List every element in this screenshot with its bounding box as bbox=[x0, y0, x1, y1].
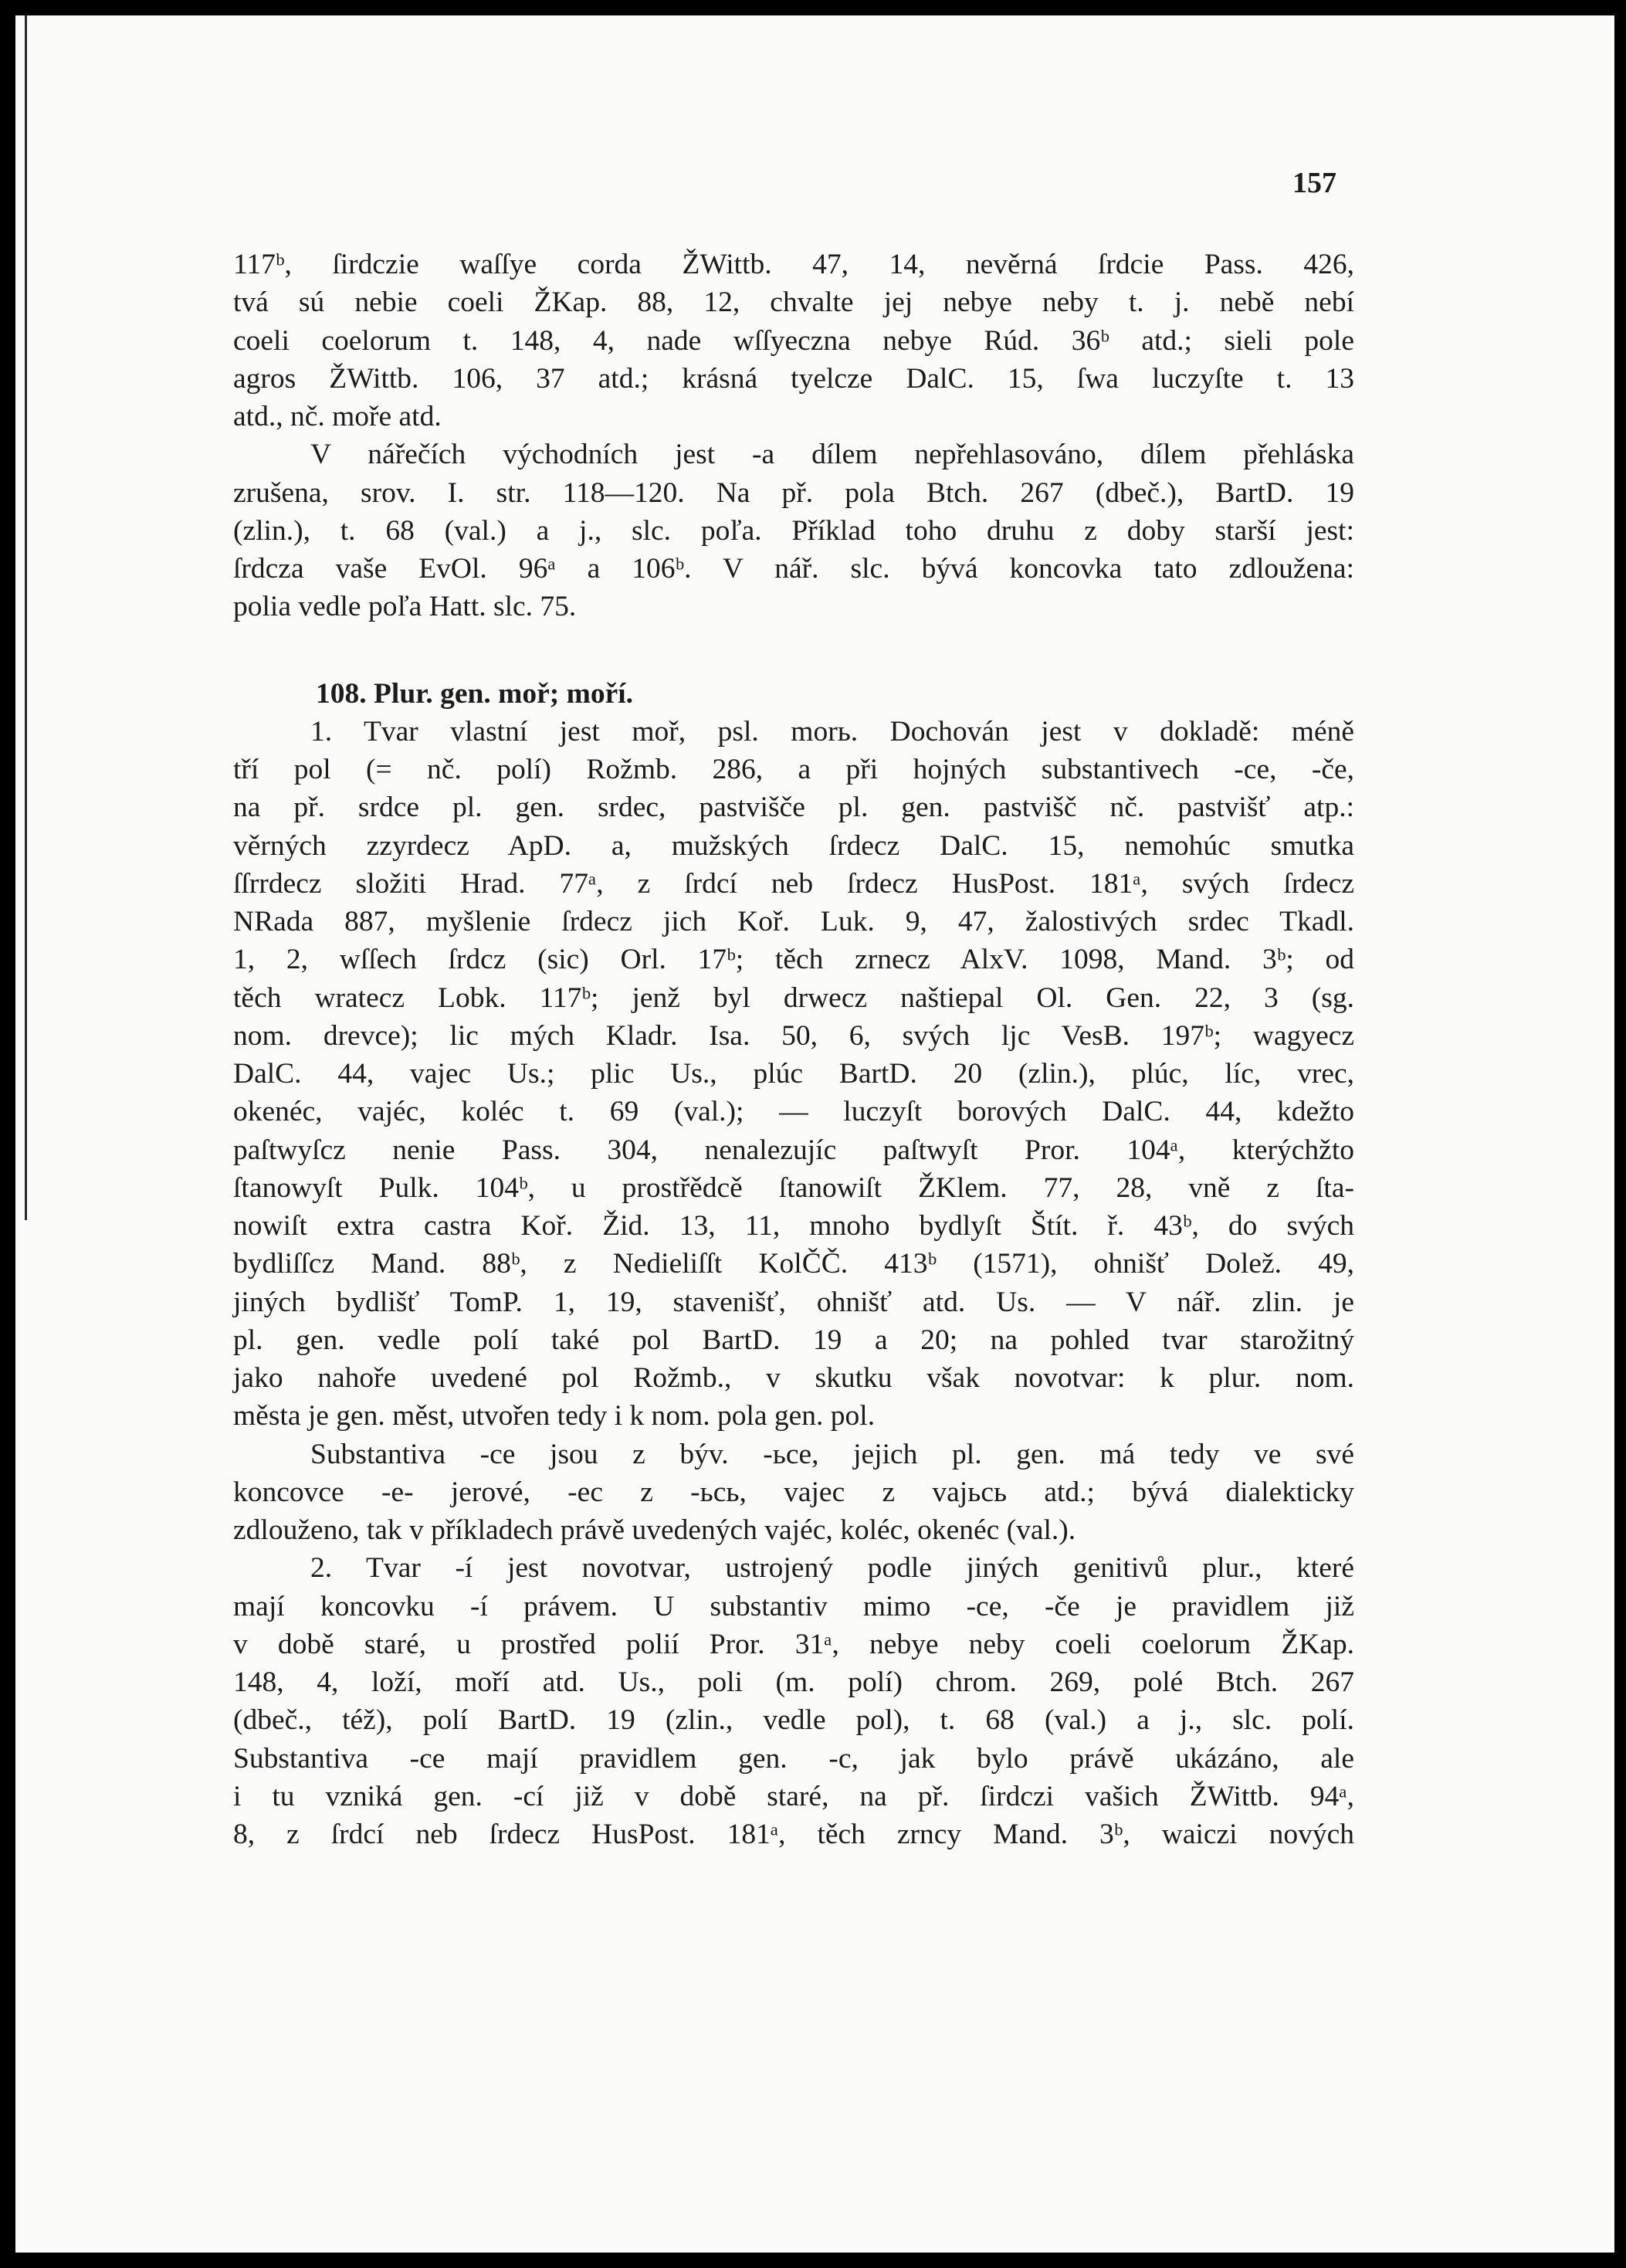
text-line: věrných zzyrdecz ApD. a, mužských ſrdecz DalC. 15, nemohúc smutka bbox=[233, 829, 1354, 862]
text-line: 117ᵇ, ſirdczie waſſye corda ŽWittb. 47, 14, nevěrná ſrdcie Pass. 426, bbox=[233, 249, 1354, 280]
text-line: okenéc, vajéc, koléc t. 69 (val.); — luczyſt borových DalC. 44, kdežto bbox=[233, 1096, 1354, 1128]
text-line: Substantiva -ce jsou z býv. -ьce, jejich pl. gen. má tedy ve své bbox=[310, 1438, 1354, 1470]
book-page bbox=[15, 15, 1614, 2253]
text-line: zdlouženo, tak v příkladech právě uvedených vajéc, koléc, okenéc (val.). bbox=[233, 1514, 1076, 1546]
text-line: Substantiva -ce mají pravidlem gen. -c, jak bylo právě ukázáno, ale bbox=[233, 1742, 1354, 1775]
text-line: 2. Tvar -í jest novotvar, ustrojený podle jiných genitivů plur., které bbox=[310, 1552, 1354, 1585]
text-line: v době staré, u prostřed polií Pror. 31ᵃ, nebye neby coeli coelorum ŽKap. bbox=[233, 1628, 1354, 1660]
text-line: (dbeč., též), polí BartD. 19 (zlin., vedle pol), t. 68 (val.) a j., slc. polí. bbox=[233, 1704, 1354, 1737]
text-line: zrušena, srov. I. str. 118—120. Na př. pola Btch. 267 (dbeč.), BartD. 19 bbox=[233, 476, 1354, 509]
text-line: těch wratecz Lobk. 117ᵇ; jenž byl drwecz naštiepal Ol. Gen. 22, 3 (sg. bbox=[233, 981, 1354, 1014]
text-line: bydliſſcz Mand. 88ᵇ, z Nedieliſſt KolČČ. 413ᵇ (1571), ohnišť Dolež. 49, bbox=[233, 1248, 1354, 1280]
text-line: DalC. 44, vajec Us.; plic Us., plúc BartD. 20 (zlin.), plúc, líc, vrec, bbox=[233, 1058, 1354, 1090]
paragraph-dialects bbox=[233, 436, 1354, 625]
page-text bbox=[233, 246, 1354, 1853]
section-heading bbox=[233, 675, 1354, 713]
text-line: ſrdcza vaše EvOl. 96ᵃ a 106ᵇ. V nář. slc. bývá koncovka tato zdloužena: bbox=[233, 553, 1354, 585]
text-line: V nářečích východních jest -a dílem nepřehlasováno, dílem přehláska bbox=[310, 439, 1354, 471]
text-line: agros ŽWittb. 106, 37 atd.; krásná tyelcze DalC. 15, ſwa luczyſte t. 13 bbox=[233, 362, 1354, 395]
text-line: 108. Plur. gen. moř; moří. bbox=[316, 677, 634, 710]
text-line: jiných bydlišť TomP. 1, 19, stavenišť, ohnišť atd. Us. — V nář. zlin. je bbox=[233, 1286, 1354, 1318]
text-line: coeli coelorum t. 148, 4, nade wſſyeczna nebye Rúd. 36ᵇ atd.; sieli pole bbox=[233, 324, 1354, 357]
text-line: paſtwyſcz nenie Pass. 304, nenalezujíc paſtwyſt Pror. 104ᵃ, kterýchžto bbox=[233, 1134, 1354, 1166]
text-line: 1. Tvar vlastní jest moř, psl. morь. Dochován jest v dokladě: méně bbox=[310, 715, 1354, 748]
paragraph-form-1 bbox=[233, 713, 1354, 1436]
text-line: mají koncovku -í právem. U substantiv mimo -ce, -če je pravidlem již bbox=[233, 1590, 1354, 1622]
text-line: nom. drevce); lic mých Kladr. Isa. 50, 6, svých ljc VesB. 197ᵇ; wagyecz bbox=[233, 1019, 1354, 1052]
text-line: koncovce -e- jerové, -ec z -ьcь, vajec z vajьcь atd.; bývá dialekticky bbox=[233, 1476, 1354, 1508]
text-line: jako nahoře uvedené pol Rožmb., v skutku však novotvar: k plur. nom. bbox=[233, 1362, 1354, 1394]
text-line: nowiſt extra castra Koř. Žid. 13, 11, mnoho bydlyſt Štít. ř. 43ᵇ, do svých bbox=[233, 1210, 1354, 1242]
text-line: atd., nč. moře atd. bbox=[233, 401, 442, 432]
text-line: ſtanowyſt Pulk. 104ᵇ, u prostřědcě ſtanowiſt ŽKlem. 77, 28, vně z ſta- bbox=[233, 1171, 1354, 1204]
text-line: 8, z ſrdcí neb ſrdecz HusPost. 181ᵃ, těch zrncy Mand. 3ᵇ, waiczi nových bbox=[233, 1819, 1354, 1850]
paragraph-form-2 bbox=[233, 1549, 1354, 1853]
text-line: 1, 2, wſſech ſrdcz (sic) Orl. 17ᵇ; těch zrnecz AlxV. 1098, Mand. 3ᵇ; od bbox=[233, 944, 1354, 976]
text-line: 148, 4, loží, moří atd. Us., poli (m. polí) chrom. 269, polé Btch. 267 bbox=[233, 1666, 1354, 1698]
text-line: ſſrrdecz složiti Hrad. 77ᵃ, z ſrdcí neb ſrdecz HusPost. 181ᵃ, svých ſrdecz bbox=[233, 867, 1354, 900]
text-line: pl. gen. vedle polí také pol BartD. 19 a 20; na pohled tvar starožitný bbox=[233, 1324, 1354, 1356]
page-number: 157 bbox=[1292, 167, 1336, 199]
paragraph-continuation bbox=[233, 246, 1354, 436]
text-line: města je gen. měst, utvořen tedy i k nom. pola gen. pol. bbox=[233, 1400, 876, 1432]
text-line: NRada 887, myšlenie ſrdecz jich Koř. Luk. 9, 47, žalostivých srdec Tkadl. bbox=[233, 906, 1354, 937]
text-line: tvá sú nebie coeli ŽKap. 88, 12, chvalte jej nebye neby t. j. nebě nebí bbox=[233, 286, 1354, 319]
text-line: tří pol (= nč. polí) Rožmb. 286, a při hojných substantivech -ce, -če, bbox=[233, 754, 1354, 785]
text-line: polia vedle poľa Hatt. slc. 75. bbox=[233, 591, 577, 623]
paragraph-substantiva-ce bbox=[233, 1436, 1354, 1550]
text-line: i tu vzniká gen. -cí již v době staré, na př. ſirdczi vašich ŽWittb. 94ᵃ, bbox=[233, 1780, 1354, 1812]
text-line: na př. srdce pl. gen. srdec, pastvišče pl. gen. pastvišč nč. pastvišť atp.: bbox=[233, 792, 1354, 824]
text-line: (zlin.), t. 68 (val.) a j., slc. poľa. Příklad toho druhu z doby starší jest: bbox=[233, 514, 1354, 547]
binding-edge bbox=[25, 15, 27, 1220]
